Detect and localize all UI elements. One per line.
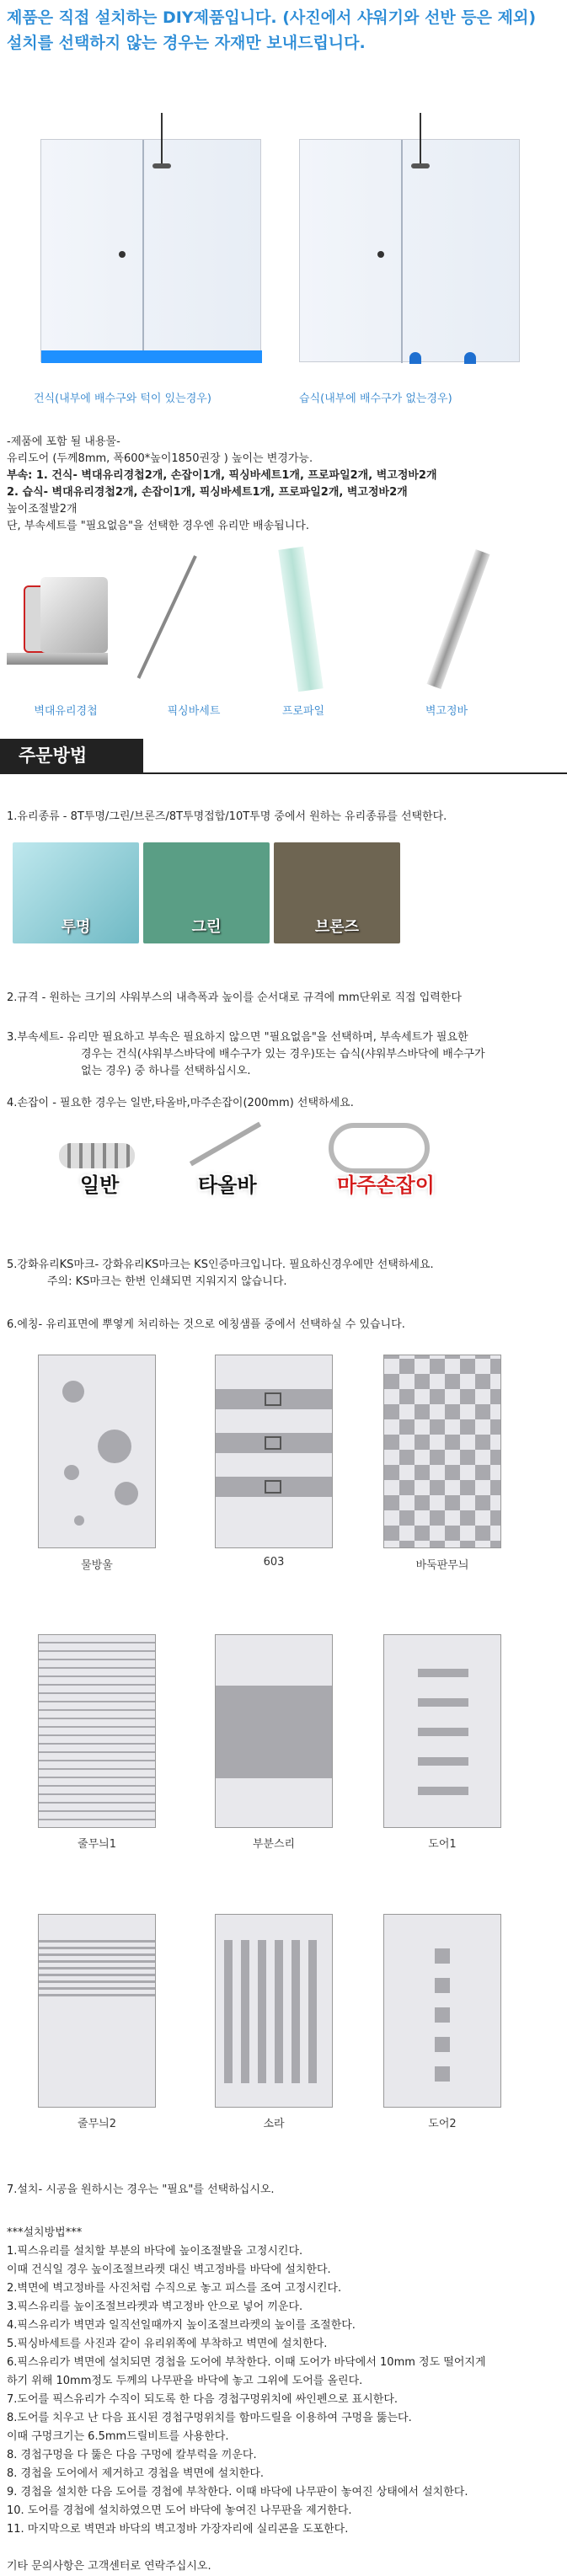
top-notice: [7, 5, 563, 56]
pattern-partial-frost: [215, 1634, 333, 1828]
install-line: 7.도어를 픽스유리가 수직이 되도록 한 다음 경첩구멍위치에 싸인펜으로 표시한다.: [7, 2393, 399, 2406]
pattern-label: 물방울: [81, 1559, 113, 1572]
install-line: ***설치방법***: [7, 2226, 83, 2239]
install-line: [7, 2539, 563, 2557]
pattern-label: 도어1: [428, 1838, 457, 1851]
spec-line: 높이조절발2개: [7, 503, 78, 516]
installation-method: [7, 2224, 563, 2576]
step-accessory-line-2: 경우는 건식(샤워부스바닥에 배수구가 있는 경우)또는 습식(샤워부스바닥에 배수구가: [81, 1048, 485, 1061]
step-etching: 6.에칭- 유리표면에 뿌옇게 처리하는 것으로 에칭샘플 중에서 선택하실 수 있습니다.: [7, 1318, 405, 1331]
pattern-shell: [215, 1914, 333, 2108]
spec-line: 부속: 1. 건식- 벽대유리경첩2개, 손잡이1개, 픽싱바세트1개, 프로파일2개, 벽고정바2개: [7, 469, 437, 482]
step-ks-line-1: 5.강화유리KS마크- 강화유리KS마크는 KS인증마크입니다. 필요하신경우에만 선택하세요.: [7, 1259, 434, 1271]
part-label-hinge: 벽대유리경첩: [34, 705, 98, 718]
pattern-door-2: [383, 1914, 501, 2108]
pattern-label: 부분스리: [252, 1838, 296, 1851]
part-label-wall-bar: 벽고정바: [425, 705, 468, 718]
handle-image-towel-bar: [177, 1125, 270, 1175]
install-line: 11. 마지막으로 벽면과 바닥의 벽고정바 가장자리에 실리콘을 도포한다.: [7, 2523, 349, 2536]
install-line: 9. 경첩을 설치한 다음 도어를 경첩에 부착한다. 이때 바닥에 나무판이 놓여진 상태에서 설치한다.: [7, 2486, 468, 2499]
pattern-door-1: [383, 1634, 501, 1828]
wet-shower-diagram: [299, 139, 520, 362]
install-line: 8.도어를 치우고 난 다음 표시된 경첩구멍위치를 함마드릴을 이용하여 구멍을 뚫는다.: [7, 2412, 412, 2424]
install-line: 1.픽스유리를 설치할 부분의 바닥에 높이조절발을 고정시킨다.: [7, 2245, 303, 2258]
glass-label-clear: 투명: [61, 918, 91, 936]
package-contents: [7, 434, 559, 535]
pattern-603: [215, 1355, 333, 1548]
pattern-label: 바둑판무늬: [415, 1559, 469, 1572]
notice-line-2: 설치를 선택하지 않는 경우는 자재만 보내드립니다.: [7, 34, 366, 52]
pattern-waterdrop: [38, 1355, 156, 1548]
install-line: 8. 경첩을 도어에서 제거하고 경첩을 벽면에 설치한다.: [7, 2467, 265, 2480]
pattern-stripe-1: [38, 1634, 156, 1828]
pattern-label: 소라: [263, 2118, 285, 2130]
step-ks-line-2: 주의: KS마크는 한번 인쇄되면 지워지지 않습니다.: [47, 1275, 287, 1288]
step-size: 2.규격 - 원하는 크기의 샤워부스의 내측폭과 높이를 순서대로 규격에 mm단위로 직접 입력한다: [7, 991, 462, 1004]
step-ks-mark: [7, 1257, 559, 1291]
glass-label-green: 그린: [191, 918, 222, 936]
glass-label-bronze: 브론즈: [314, 918, 360, 936]
install-line: 이때 건식일 경우 높이조절브라켓 대신 벽고정바를 바닥에 설치한다.: [7, 2263, 331, 2276]
glass-swatch-clear: [13, 842, 139, 943]
install-line: 하기 위해 10mm정도 두께의 나무판을 바닥에 놓고 그위에 도어를 올린다.: [7, 2375, 363, 2387]
install-line: 5.픽싱바세트를 사진과 같이 유리위쪽에 부착하고 벽면에 설치한다.: [7, 2338, 328, 2350]
divider: [0, 772, 567, 774]
dry-caption: 건식(내부에 배수구와 턱이 있는경우): [34, 393, 211, 405]
handle-label-pull: 마주손잡이: [337, 1173, 435, 1197]
pattern-label: 줄무늬1: [78, 1838, 116, 1851]
pattern-label: 603: [263, 1556, 285, 1569]
install-line: 4.픽스유리가 벽면과 일직선일때까지 높이조절브라켓의 높이를 조절한다.: [7, 2319, 356, 2332]
spec-line: 단, 부속세트를 "필요없음"을 선택한 경우엔 유리만 배송됩니다.: [7, 520, 309, 532]
hinge-image: [7, 569, 125, 687]
part-label-profile: 프로파일: [281, 705, 325, 718]
step-accessory-line-3: 없는 경우) 중 하나를 선택하십시오.: [81, 1065, 251, 1077]
pattern-checker: [383, 1355, 501, 1548]
spec-line: 2. 습식- 벽대유리경첩2개, 손잡이1개, 픽싱바세트1개, 프로파일2개, 벽고정바2개: [7, 486, 408, 499]
step-handle: 4.손잡이 - 필요한 경우는 일반,타올바,마주손잡이(200mm) 선택하세요.: [7, 1097, 354, 1109]
install-line: 8. 경첩구멍을 다 뚫은 다음 구멍에 칼부럭을 끼운다.: [7, 2449, 257, 2461]
wet-caption: 습식(내부에 배수구가 없는경우): [299, 393, 452, 405]
step-accessory: [7, 1029, 559, 1080]
handle-label-normal: 일반: [80, 1173, 120, 1197]
step-installation: 7.설치- 시공을 원하시는 경우는 "필요"를 선택하십시오.: [7, 2183, 275, 2196]
step-glass-type: 1.유리종류 - 8T투명/그린/브론즈/8T투명접합/10T투명 중에서 원하는 유리종류를 선택한다.: [7, 810, 447, 823]
glass-swatch-bronze: [274, 842, 400, 943]
step-accessory-line-1: 3.부속세트- 유리만 필요하고 부속은 필요하지 않으면 "필요없음"을 선택하며, 부속세트가 필요한: [7, 1031, 468, 1044]
notice-line-1: 제품은 직접 설치하는 DIY제품입니다. (사진에서 샤워기와 선반 등은 제외): [7, 8, 537, 27]
install-line: 2.벽면에 벽고정바를 사진처럼 수직으로 놓고 피스를 조여 고정시킨다.: [7, 2282, 342, 2295]
install-line: 기타 문의사항은 고객센터로 연락주십시오.: [7, 2560, 211, 2573]
pattern-label: 도어2: [428, 2118, 457, 2130]
spec-line: 유리도어 (두께8mm, 폭600*높이1850권장 ) 높이는 변경가능.: [7, 452, 313, 465]
pattern-stripe-2: [38, 1914, 156, 2108]
handle-label-towel-bar: 타올바: [198, 1173, 257, 1197]
order-method-title: 주문방법: [0, 739, 143, 772]
wall-bar-image: [404, 548, 505, 691]
install-line: 3.픽스유리를 높이조절브라켓과 벽고정바 안으로 넣어 끼운다.: [7, 2301, 303, 2313]
part-label-fixing-bar: 픽싱바세트: [167, 705, 221, 718]
dry-shower-diagram: [40, 139, 261, 362]
spec-line: -제품에 포함 될 내용물-: [7, 436, 120, 448]
install-line: 10. 도어를 경첩에 설치하였으면 도어 바닥에 놓여진 나무판을 제거한다.: [7, 2504, 352, 2517]
install-line: 이때 구멍크기는 6.5mm드릴비트를 사용한다.: [7, 2430, 229, 2443]
glass-swatch-green: [143, 842, 270, 943]
pattern-label: 줄무늬2: [78, 2118, 116, 2130]
fixing-bar-image: [135, 556, 253, 691]
install-line: 6.픽스유리가 벽면에 설치되면 경첩을 도어에 부착한다. 이때 도어가 바닥에서 10mm 정도 떨어지게: [7, 2356, 486, 2369]
profile-image: [278, 548, 329, 691]
